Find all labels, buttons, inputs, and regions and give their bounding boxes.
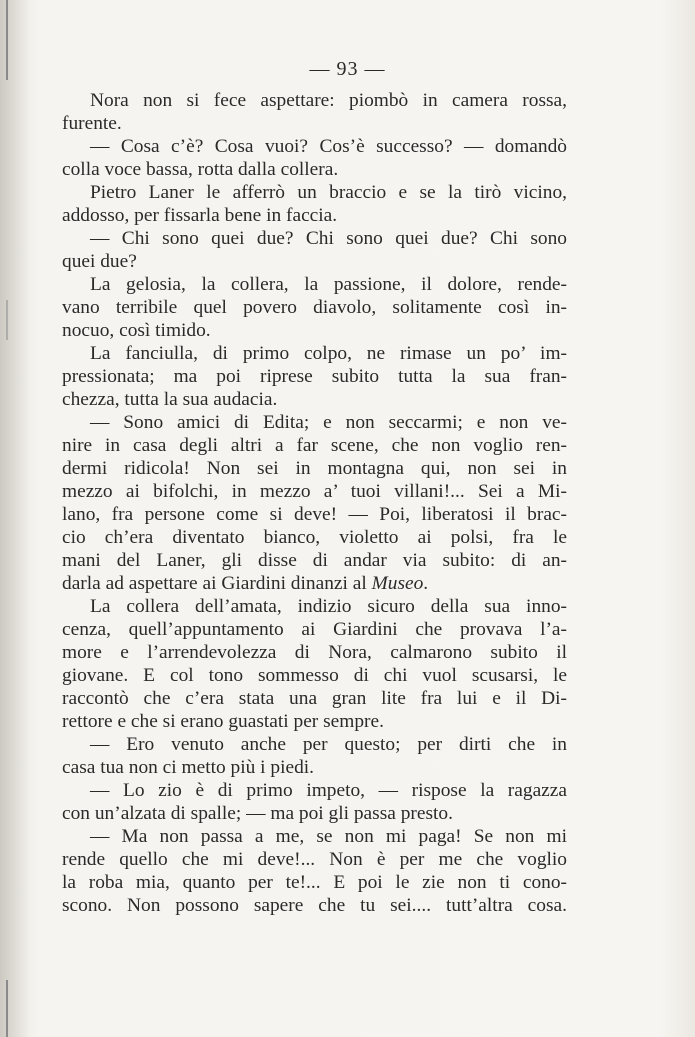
text-line: La collera dell’amata, indizio sicuro della sua inno-: [90, 596, 567, 617]
text-line: con un’alzata di spalle; — ma poi gli passa presto.: [62, 803, 453, 824]
italic-word: Museo: [371, 573, 424, 594]
text-fragment: darla ad aspettare ai Giardini dinanzi al: [62, 573, 367, 594]
text-line: vano terribile quel povero diavolo, solitamente così in-: [62, 297, 567, 318]
text-line: — Sono amici di Edita; e non seccarmi; e non ve-: [90, 412, 567, 433]
body-text: [62, 89, 567, 917]
punctuation: .: [423, 573, 429, 594]
text-line: [62, 572, 567, 595]
text-line: nocuo, così timido.: [62, 320, 211, 341]
text-line: scono. Non possono sapere che tu sei.... tutt’altra cosa.: [62, 895, 567, 916]
margin-mark: [6, 980, 8, 1037]
margin-mark: [6, 300, 8, 340]
text-line: chezza, tutta la sua audacia.: [62, 389, 278, 410]
text-line: addosso, per fissarla bene in faccia.: [62, 205, 338, 226]
text-line: nire in casa degli altri a far scene, che non voglio ren-: [62, 435, 567, 456]
text-line: mezzo ai bifolchi, in mezzo a’ tuoi villani!... Sei a Mi-: [62, 481, 567, 502]
text-line: mani del Laner, gli disse di andar via subito: di an-: [62, 550, 567, 571]
text-line: cio ch’era diventato bianco, violetto ai polsi, fra le: [62, 527, 567, 548]
binding-shadow: [0, 0, 30, 1037]
text-line: la roba mia, quanto per te!... E poi le zie non ti cono-: [62, 872, 567, 893]
text-line: — Lo zio è di primo impeto, — rispose la ragazza: [90, 780, 567, 801]
text-line: — Ma non passa a me, se non mi paga! Se non mi: [90, 826, 567, 847]
text-line: rettore e che si erano guastati per sempre.: [62, 711, 384, 732]
text-line: giovane. E col tono sommesso di chi vuol scusarsi, le: [62, 665, 567, 686]
text-line: La fanciulla, di primo colpo, ne rimase un po’ im-: [90, 343, 567, 364]
page-number: — 93 —: [309, 58, 386, 80]
text-line: cenza, quell’appuntamento ai Giardini che provava l’a-: [62, 619, 567, 640]
text-line: La gelosia, la collera, la passione, il dolore, rende-: [90, 274, 567, 295]
text-line: Pietro Laner le afferrò un braccio e se la tirò vicino,: [90, 182, 567, 203]
text-line: colla voce bassa, rotta dalla collera.: [62, 159, 339, 180]
text-line: quei due?: [62, 251, 137, 272]
text-line: pressionata; ma poi riprese subito tutta la sua fran-: [62, 366, 567, 387]
text-line: lano, fra persone come si deve! — Poi, liberatosi il brac-: [62, 504, 567, 525]
text-line: — Chi sono quei due? Chi sono quei due? Chi sono: [90, 228, 567, 249]
text-line: — Cosa c’è? Cosa vuoi? Cos’è successo? — domandò: [90, 136, 567, 157]
text-line: Nora non si fece aspettare: piombò in camera rossa,: [90, 90, 567, 111]
text-line: — Ero venuto anche per questo; per dirti che in: [90, 734, 567, 755]
text-line: rende quello che mi deve!... Non è per me che voglio: [62, 849, 567, 870]
text-line: casa tua non ci metto più i piedi.: [62, 757, 315, 778]
text-line: more e l’arrendevolezza di Nora, calmarono subito il: [62, 642, 567, 663]
text-line: dermi ridicola! Non sei in montagna qui, non sei in: [62, 458, 567, 479]
text-line: furente.: [62, 113, 122, 134]
text-line: raccontò che c’era stata una gran lite fra lui e il Di-: [62, 688, 567, 709]
